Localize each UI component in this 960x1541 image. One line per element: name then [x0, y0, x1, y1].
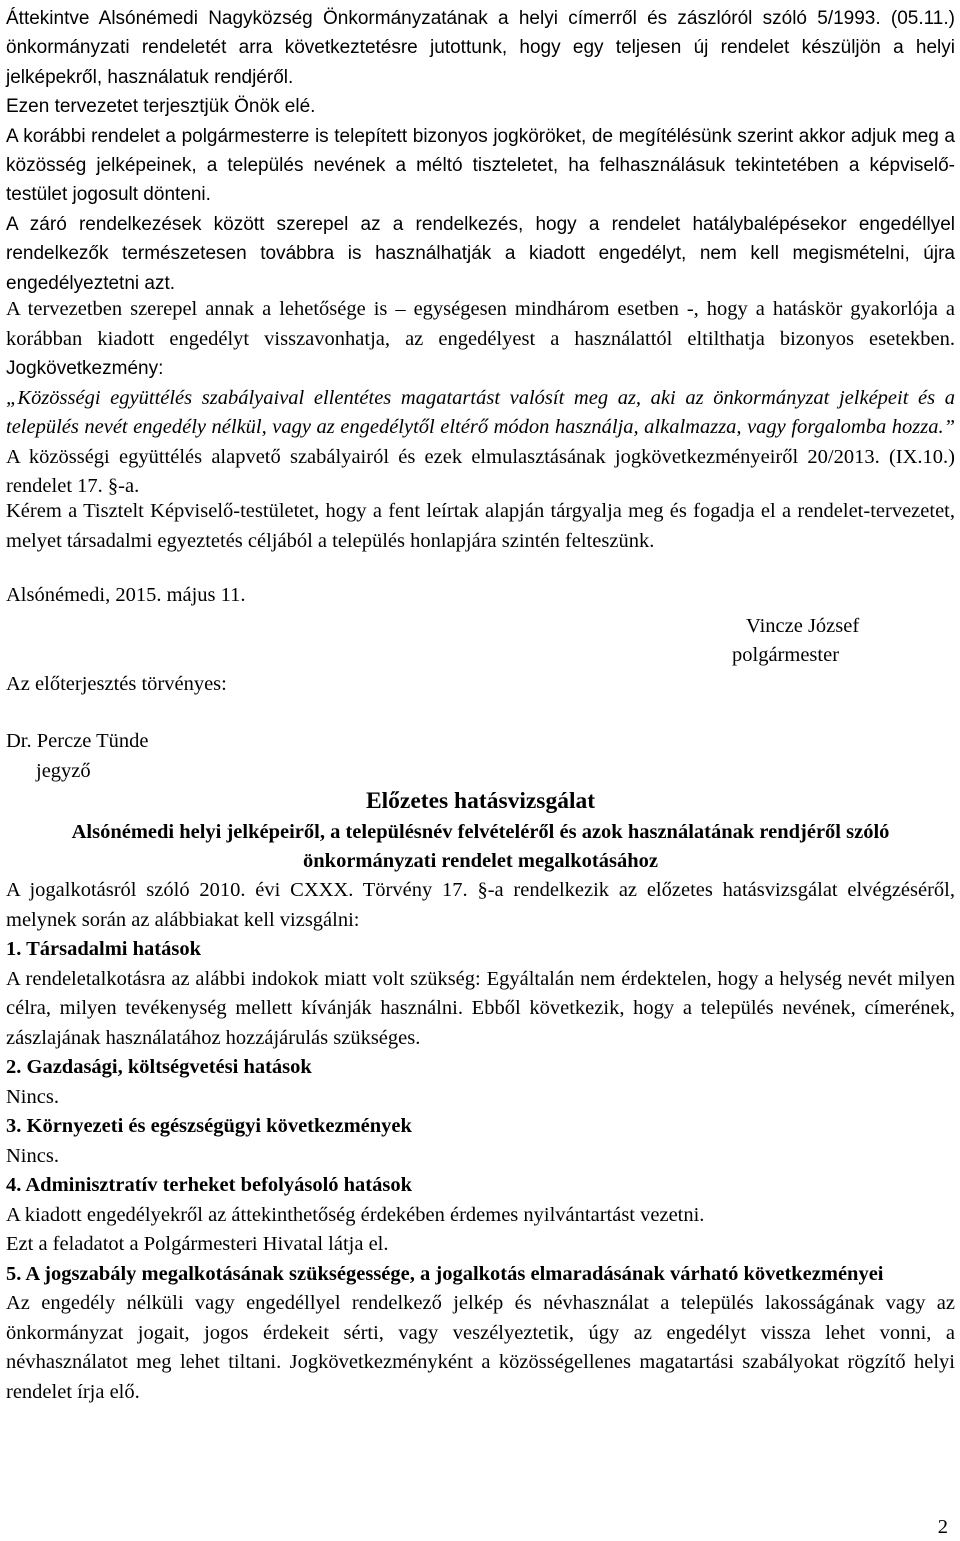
signatory-name: Vincze József	[746, 615, 860, 637]
date-line: Alsónémedi, 2015. május 11.	[6, 584, 246, 606]
section-heading: 4. Adminisztratív terheket befolyásoló hatások	[6, 1174, 412, 1196]
assessment-subtitle: Alsónémedi helyi jelképeiről, a településnév felvételéről és azok használatának rendjéről szóló önkormányzati rendelet megalkotásához	[71, 821, 890, 872]
assessment-body	[6, 876, 955, 1407]
assessment-intro: A jogalkotásról szóló 2010. évi CXXX. Törvény 17. §-a rendelkezik az előzetes hatásvizsgálat elvégzéséről, melynek során az alábbiakat kell vizsgálni:	[6, 879, 955, 931]
closing-paragraph: Kérem a Tisztelt Képviselő-testületet, hogy a fent leírtak alapján tárgyalja meg és fogadja el a rendelet-tervezetet, melyet társadalmi egyeztetés céljából a település honlapjára szintén felteszünk.	[6, 500, 955, 552]
section-text: Ezt a feladatot a Polgármesteri Hivatal látja el.	[6, 1233, 389, 1255]
assessment-title: Előzetes hatásvizsgálat	[365, 788, 596, 814]
section-text: A kiadott engedélyekről az áttekinthetőség érdekében érdemes nyilvántartást vezetni.	[6, 1203, 705, 1226]
revocation-text: A tervezetben szerepel annak a lehetősége is – egységesen mindhárom esetben -, hogy a hatáskör gyakorlója a korábban kiadott engedélyt visszavonhatja, az engedélyest a használattól eltilthatja bizonyos esetekben.	[6, 298, 955, 350]
section-text: A rendeletalkotásra az alábbi indokok miatt volt szükség: Egyáltalán nem érdektelen, hogy a helység nevét milyen célra, milyen tevékenység mellett kívánják használni. Ebből következik, hogy a település nevének, címerének, zászlajának használatához hozzájárulás szükséges.	[6, 967, 955, 1049]
legality-statement: Az előterjesztés törvényes:	[6, 673, 227, 695]
intro-section	[6, 4, 955, 298]
signatory-title: polgármester	[732, 644, 840, 666]
intro-paragraph-1: Áttekintve Alsónémedi Nagyközség Önkormányzatának a helyi címerről és zászlóról szóló 5/1993. (05.11.) önkormányzati rendeletét arra következtetésre jutottunk, hogy egy teljesen új rendelet készüljön a helyi jelképekről, használatuk rendjéről.	[6, 8, 955, 88]
regulation-reference: A közösségi együttélés alapvető szabályairól és ezek elmulasztásának jogkövetkezményeiről 20/2013. (IX.10.) rendelet 17. §-a.	[6, 445, 955, 497]
consequence-label: Jogkövetkezmény:	[6, 358, 164, 379]
intro-paragraph-2: Ezen tervezetet terjesztjük Önök elé.	[6, 96, 316, 118]
revocation-paragraph	[6, 295, 955, 384]
regulation-quote: „Közösségi együttélés szabályaival ellentétes magatartást valósít meg az, aki az önkormányzat jelképeit és a település nevét engedély nélkül, vagy az engedélytől eltérő módon használja, alkalmazza, vagy forgalomba hozza.”	[6, 386, 955, 438]
body-section	[6, 295, 955, 502]
section-heading: 5. A jogszabály megalkotásának szükségessége, a jogalkotás elmaradásának várható következményei	[6, 1262, 884, 1285]
section-heading: 1. Társadalmi hatások	[6, 938, 201, 960]
intro-paragraph-3: A korábbi rendelet a polgármesterre is telepített bizonyos jogköröket, de megítélésünk szerint akkor adjuk meg a közösség jelképeinek, a település nevének a méltó tiszteletet, ha felhasználásuk tekintetében a képviselő-testület jogosult dönteni.	[6, 125, 955, 206]
section-heading: 2. Gazdasági, költségvetési hatások	[6, 1056, 312, 1078]
section-heading: 3. Környezeti és egészségügyi következmények	[6, 1115, 412, 1137]
section-text: Nincs.	[6, 1085, 59, 1108]
page-number: 2	[937, 1516, 948, 1538]
section-text: Az engedély nélküli vagy engedéllyel rendelkező jelkép és névhasználat a település lakosságának vagy az önkormányzat jogait, jogos érdekeit sérti, vagy veszélyeztetik, úgy az engedélyt vissza lehet vonni, a névhasználatot meg lehet tiltani. Jogkövetkezményként a közösségellenes magatartási szabályokat rögzítő helyi rendelet írja elő.	[6, 1292, 955, 1403]
notary-title: jegyző	[36, 760, 91, 782]
quote-paragraph	[6, 384, 955, 502]
intro-paragraph-4: A záró rendelkezések között szerepel az a rendelkezés, hogy a rendelet hatálybalépésekor engedéllyel rendelkezők természetesen továbbra is használhatják a kiadott engedélyt, nem kell megismételni, újra engedélyeztetni azt.	[6, 213, 955, 294]
closing-section	[6, 497, 955, 556]
notary-name: Dr. Percze Tünde	[6, 730, 149, 752]
section-text: Nincs.	[6, 1144, 59, 1167]
